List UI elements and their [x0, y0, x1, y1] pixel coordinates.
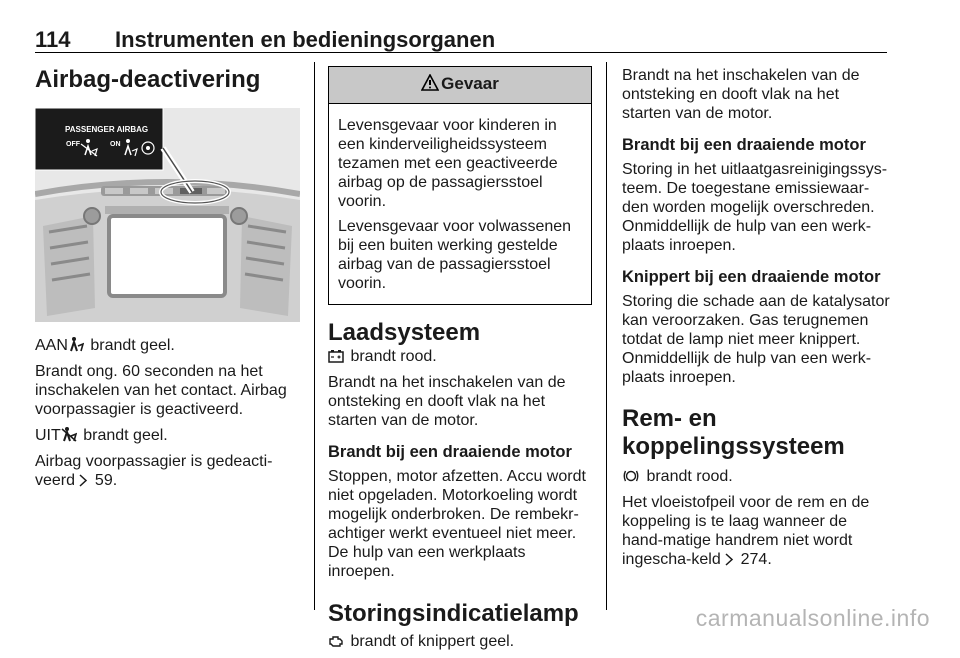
column-3: [622, 66, 890, 576]
heading-flashing-engine-running: Knippert bij een draaiende motor: [622, 268, 881, 286]
column-divider-2: [606, 62, 607, 610]
brake-warning-icon: [622, 469, 640, 483]
engine-running-text: Stoppen, motor afzetten. Accu wordt niet opgeladen. Motorkoeling wordt mogelijk onderbroken. De rembekr-achtiger werkt eventueel niet meer. De hulp van een werkplaats inroepen.: [328, 468, 586, 580]
malfunction-description: Brandt na het inschakelen van de ontsteking en dooft vlak na het starten van de motor.: [622, 67, 860, 122]
engine-icon: [328, 634, 344, 648]
brake-status-text: brandt rood.: [622, 467, 890, 486]
warning-triangle-icon: [421, 74, 439, 97]
airbag-deactivated-text: Airbag voorpassagier is gedeacti-veerd 59.: [35, 453, 273, 489]
heading-engine-running-2: Brandt bij een draaiende motor: [622, 136, 866, 154]
warning-paragraph-children: Levensgevaar voor kinderen in een kinderveiligheidssysteem tezamen met een geactiveerde airbag op de passagiersstoel voorin.: [338, 117, 558, 210]
emission-fault-text: Storing in het uitlaatgasreinigingssys-teem. De toegestane emissiewaar-den worden mogelijk overschreden. Onmiddellijk de hulp van een werk-plaats inroepen.: [622, 161, 888, 254]
section-title-charging-system: Laadsysteem: [328, 319, 481, 346]
airbag-on-text: AAN brandt geel.: [35, 337, 175, 354]
panel-on-label: ON: [110, 141, 121, 148]
header-rule: [35, 52, 887, 53]
charging-status-text: brandt rood.: [328, 347, 592, 366]
column-1: [35, 66, 300, 497]
section-title-airbag-deactivation: Airbag-deactivering: [35, 66, 261, 93]
page-reference-arrow-icon: [79, 474, 88, 487]
heading-engine-running: Brandt bij een draaiende motor: [328, 443, 572, 461]
danger-warning-box: [328, 66, 592, 305]
airbag-off-text: UIT brandt geel.: [35, 427, 168, 444]
catalyst-fault-text: Storing die schade aan de katalysator kan veroorzaken. Gas terugnemen totdat de lamp niet meer knippert. Onmiddellijk de hulp van een werk-plaats inroepen.: [622, 293, 890, 386]
page-reference-arrow-icon: [725, 553, 734, 566]
battery-icon: [328, 349, 344, 363]
warning-title: Gevaar: [441, 74, 499, 93]
chapter-title: Instrumenten en bedieningsorganen: [115, 27, 496, 52]
panel-title: PASSENGER AIRBAG: [65, 125, 149, 134]
malfunction-status-text: brandt of knippert geel.: [328, 632, 592, 651]
airbag-panel-figure: [35, 108, 300, 322]
section-title-brake-clutch: Rem- en koppelingssysteem: [622, 405, 845, 460]
warning-paragraph-adults: Levensgevaar voor volwassenen bij een buiten werking gestelde airbag van de passagiersstoel voorin.: [338, 218, 572, 292]
panel-off-label: OFF: [66, 141, 80, 148]
charging-description: Brandt na het inschakelen van de ontsteking en dooft vlak na het starten van de motor.: [328, 374, 566, 429]
column-2: [328, 66, 592, 658]
page-number: 114: [35, 27, 71, 52]
watermark: carmanualsonline.info: [695, 605, 930, 631]
airbag-activated-text: Brandt ong. 60 seconden na het inschakelen van het contact. Airbag voorpassagier is geactiveerd.: [35, 363, 287, 418]
airbag-on-icon: [68, 336, 84, 352]
brake-fluid-text: Het vloeistofpeil voor de rem en de koppeling is te laag wanneer de hand-matige handrem niet wordt ingescha-keld 274.: [622, 494, 870, 568]
column-divider-1: [314, 62, 315, 610]
airbag-off-icon: [61, 426, 77, 442]
section-title-malfunction-indicator: Storingsindicatielamp: [328, 600, 579, 627]
